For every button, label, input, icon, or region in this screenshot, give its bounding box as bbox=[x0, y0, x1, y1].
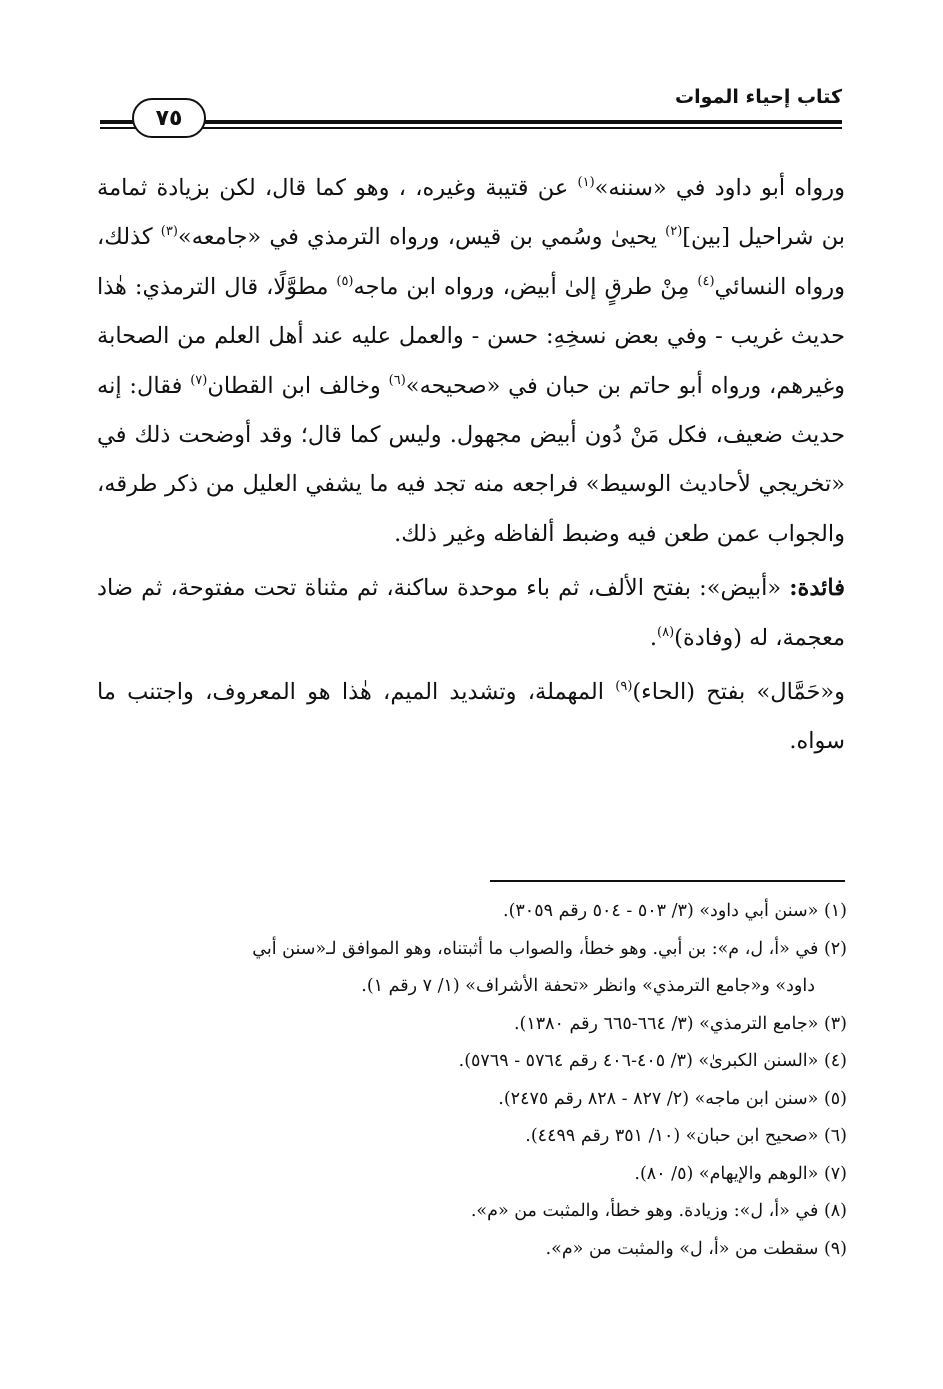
footnote-text: «الوهم والإيهام» (٥/ ٨٠). bbox=[634, 1163, 819, 1184]
footnote-text: «سنن ابن ماجه» (٢/ ٨٢٧ - ٨٢٨ رقم ٢٤٧٥). bbox=[498, 1088, 819, 1109]
footnote-ref-9: (٩) bbox=[615, 678, 633, 694]
footnote-number: (٩) bbox=[823, 1238, 847, 1259]
page-number: ٧٥ bbox=[132, 98, 206, 138]
text-run: كذلك، ورواه النسائي bbox=[97, 224, 845, 300]
footnote-1 bbox=[97, 893, 847, 931]
footnote-8 bbox=[97, 1193, 847, 1231]
footnote-ref-2: (٢) bbox=[665, 224, 683, 240]
footnote-text: «السنن الكبرىٰ» (٣/ ٤٠٥-٤٠٦ رقم ٥٧٦٤ - ٥٧٦٩). bbox=[458, 1051, 819, 1071]
paragraph-1 bbox=[97, 164, 845, 559]
benefit-label: فائدة: bbox=[789, 575, 845, 602]
footnote-number: (٦) bbox=[823, 1126, 847, 1146]
book-title: كتاب إحياء الموات bbox=[675, 86, 842, 108]
text-run: مِنْ طرقٍ إلىٰ أبيض، ورواه ابن ماجه bbox=[353, 273, 698, 300]
text-run: «أبيض»: بفتح الألف، ثم باء موحدة ساكنة، ثم مثناة تحت مفتوحة، ثم ضاد معجمة، له (وفادة) bbox=[97, 575, 845, 651]
text-run: المهملة، وتشديد الميم، هٰذا هو المعروف، واجتنب ما سواه. bbox=[97, 679, 845, 755]
footnote-ref-1: (١) bbox=[577, 174, 595, 190]
footnotes bbox=[97, 893, 847, 1268]
footnote-separator bbox=[490, 880, 845, 882]
text-run: . bbox=[649, 624, 658, 651]
footnote-9 bbox=[97, 1231, 847, 1269]
paragraph-3 bbox=[97, 668, 845, 767]
header-rule-thin bbox=[100, 127, 842, 129]
text-run: يحيىٰ وسُمي بن قيس، ورواه الترمذي في «جامعه» bbox=[177, 224, 666, 251]
footnote-ref-7: (٧) bbox=[190, 372, 208, 388]
footnote-text: «صحيح ابن حبان» (١٠/ ٣٥١ رقم ٤٤٩٩). bbox=[525, 1126, 819, 1146]
footnote-2 bbox=[97, 931, 847, 969]
footnote-2-continuation: داود» و«جامع الترمذي» وانظر «تحفة الأشراف» (١/ ٧ رقم ١). bbox=[361, 976, 815, 996]
footnote-3 bbox=[97, 1006, 847, 1044]
footnote-number: (٧) bbox=[823, 1163, 847, 1184]
text-run: و«حَمَّال» بفتح (الحاء) bbox=[632, 679, 845, 706]
footnote-7 bbox=[97, 1156, 847, 1194]
footnote-ref-3: (٣) bbox=[160, 224, 178, 240]
footnote-ref-6: (٦) bbox=[388, 372, 406, 388]
footnote-ref-5: (٥) bbox=[336, 273, 354, 289]
footnote-6 bbox=[97, 1118, 847, 1156]
text-run: وخالف ابن القطان bbox=[207, 372, 389, 399]
footnote-ref-8: (٨) bbox=[657, 624, 675, 640]
text-run: مطوَّلًا، قال الترمذي: هٰذا حديث غريب - وفي بعض نسخِهِ: حسن - والعمل عليه عند أهل العلم من الصحابة وغيرهم، ورواه أبو حاتم بن حبان في «صحيحه» bbox=[97, 273, 845, 399]
footnote-5 bbox=[97, 1081, 847, 1119]
footnote-number: (٤) bbox=[823, 1051, 847, 1071]
text-run: فقال: إنه حديث ضعيف، فكل مَنْ دُون أبيض مجهول. وليس كما قال؛ وقد أوضحت ذلك في «تخريجي لأحاديث الوسيط» فراجعه منه تجد فيه ما يشفي العليل من ذكر طرقه، والجواب عمن طعن فيه وضبط ألفاظه وغير ذلك. bbox=[97, 372, 845, 547]
text-run: ورواه أبو داود في «سننه» bbox=[594, 175, 846, 201]
footnote-number: (٢) bbox=[823, 938, 847, 959]
main-text bbox=[97, 164, 845, 767]
footnote-ref-4: (٤) bbox=[697, 273, 715, 289]
footnote-number: (٣) bbox=[823, 1013, 847, 1034]
footnote-number: (٨) bbox=[823, 1201, 847, 1221]
footnote-number: (١) bbox=[823, 901, 847, 921]
paragraph-2 bbox=[97, 564, 845, 663]
footnote-number: (٥) bbox=[823, 1088, 847, 1109]
page-header bbox=[100, 82, 842, 142]
footnote-text: في «أ، ل»: وزيادة. وهو خطأ، والمثبت من «م». bbox=[470, 1201, 819, 1221]
footnote-4 bbox=[97, 1043, 847, 1081]
footnote-text: «سنن أبي داود» (٣/ ٥٠٣ - ٥٠٤ رقم ٣٠٥٩). bbox=[503, 901, 819, 921]
footnote-text: في «أ، ل، م»: بن أبي. وهو خطأ، والصواب ما أثبتناه، وهو الموافق لـ«سنن أبي bbox=[252, 938, 819, 959]
footnote-text: سقطت من «أ، ل» والمثبت من «م». bbox=[545, 1238, 819, 1259]
footnote-text: «جامع الترمذي» (٣/ ٦٦٤-٦٦٥ رقم ١٣٨٠). bbox=[513, 1013, 819, 1034]
text-run: عن قتيبة وغيره، ، وهو كما قال، لكن بزيادة ثمامة بن شراحيل [بين] bbox=[97, 175, 845, 251]
header-rule bbox=[100, 120, 842, 124]
